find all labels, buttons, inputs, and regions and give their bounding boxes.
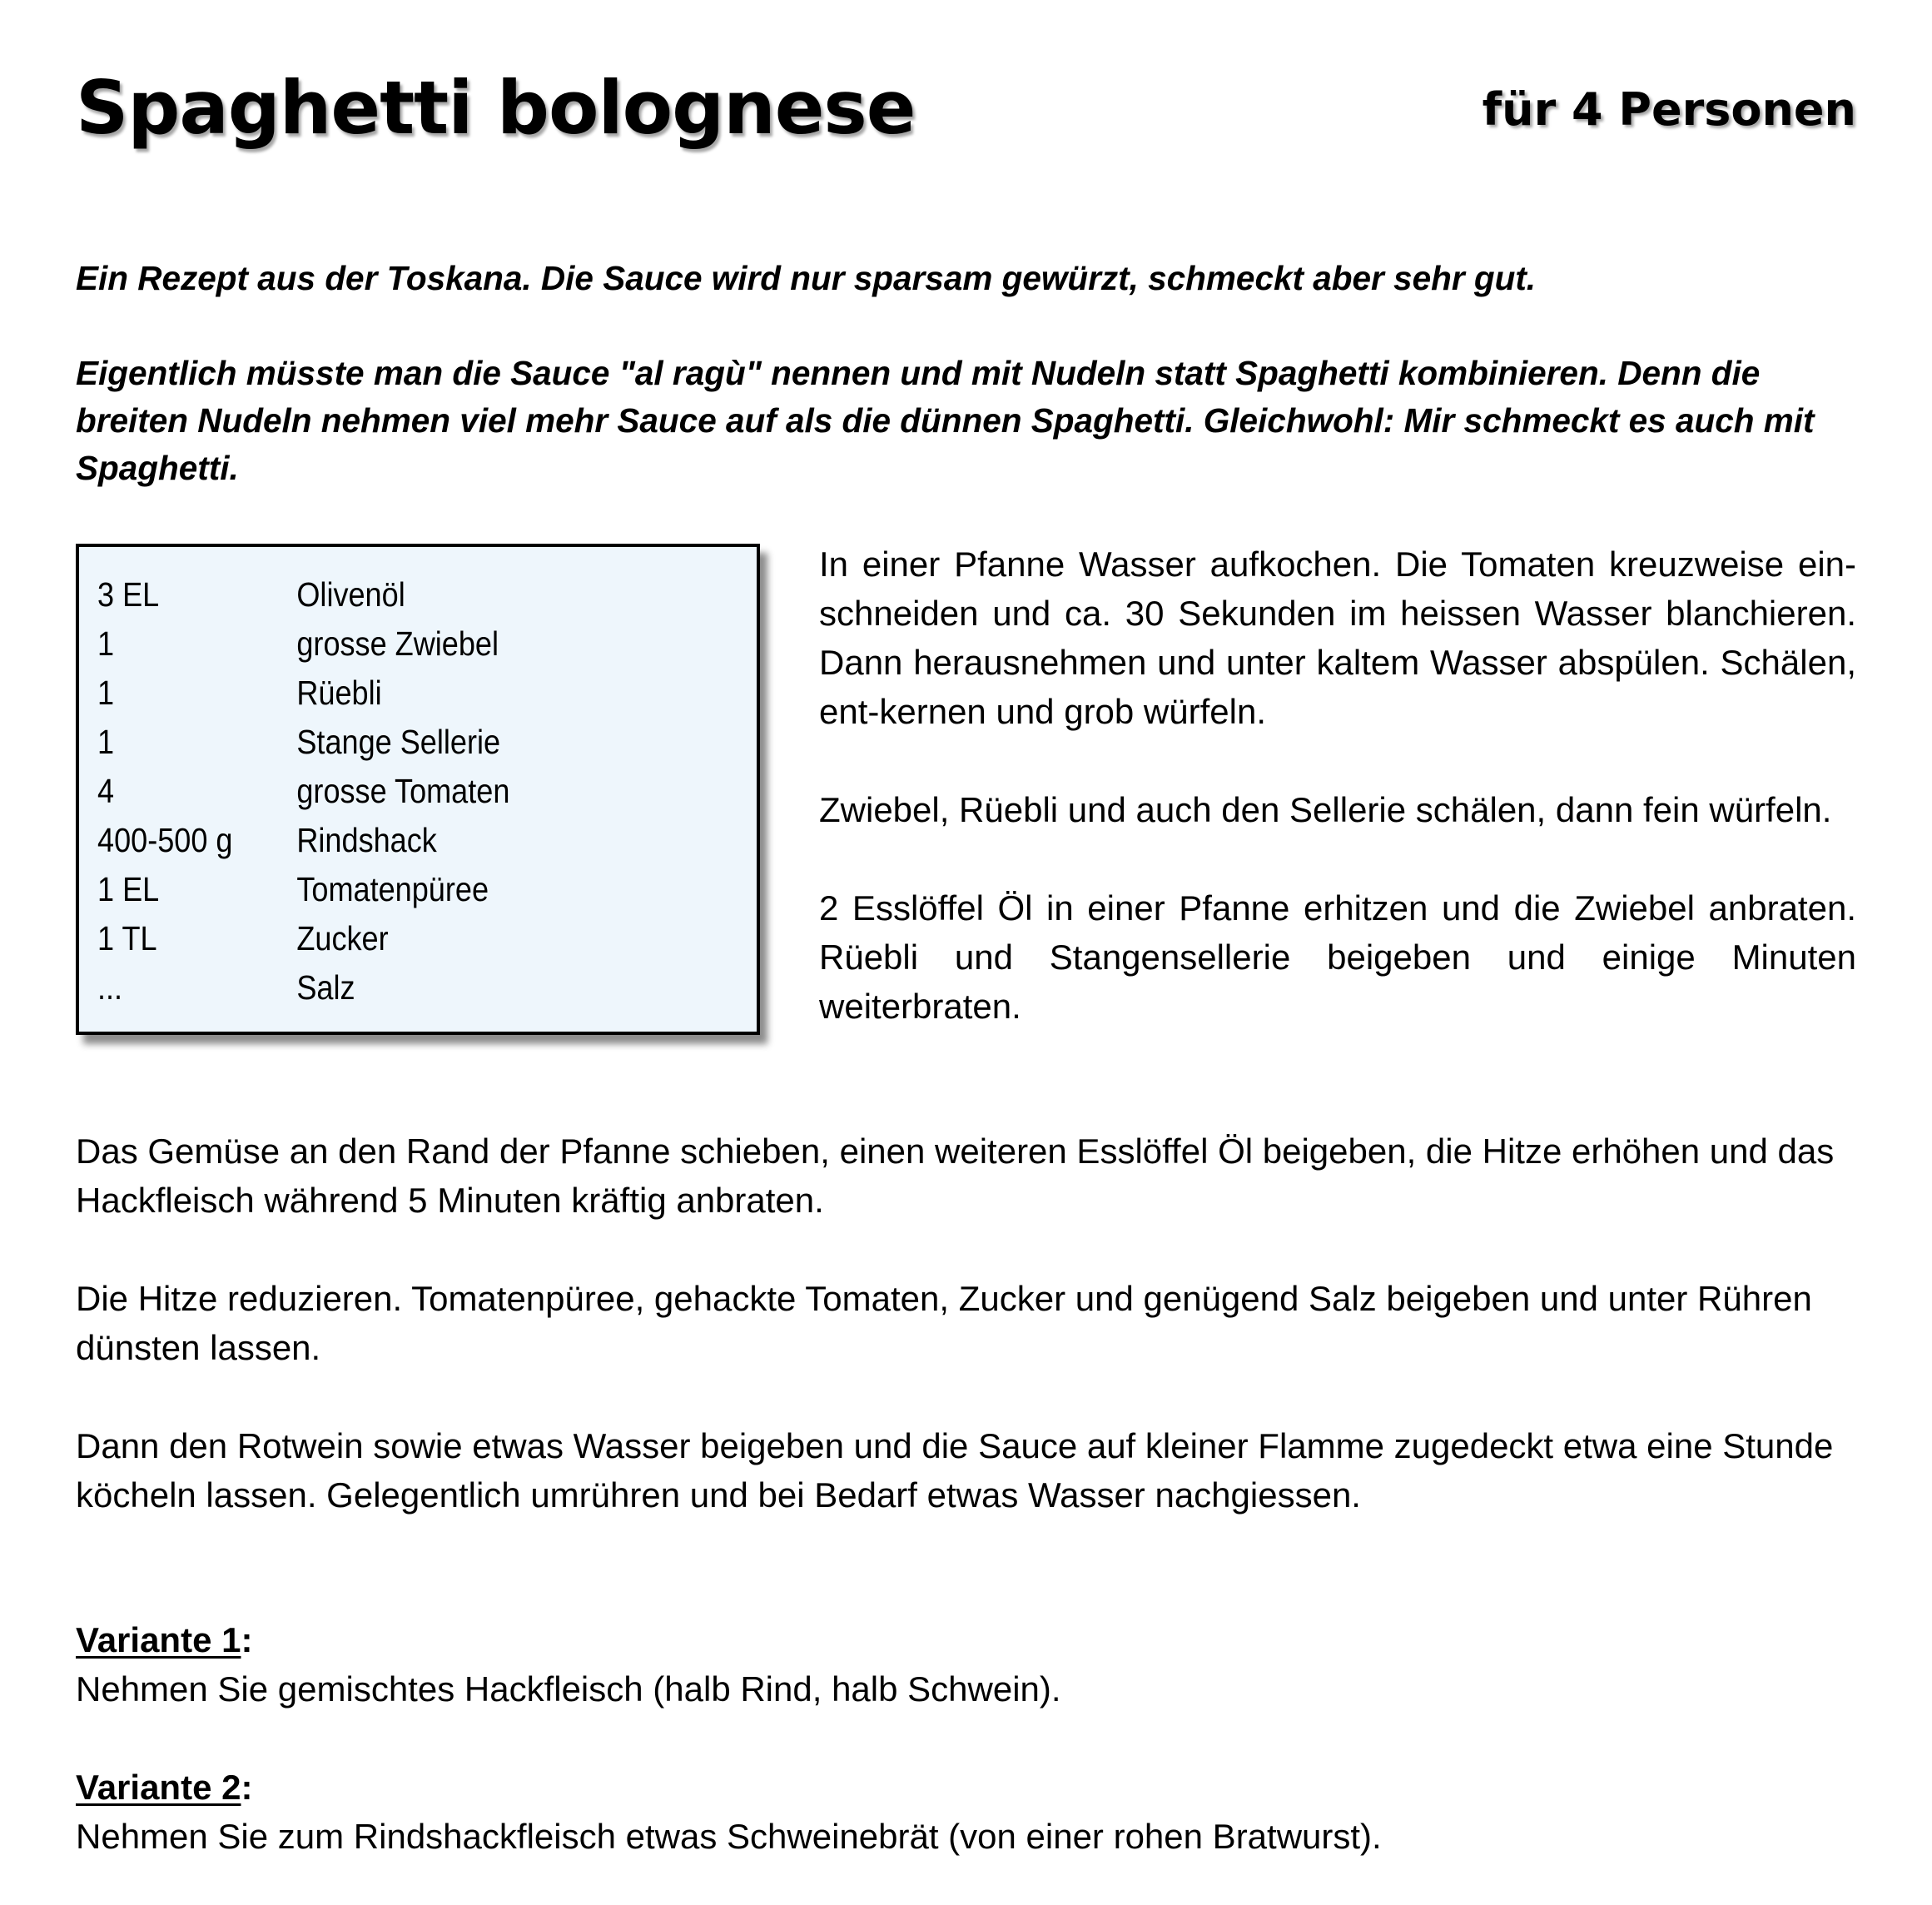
ingredient-item: grosse Zwiebel — [296, 624, 499, 663]
ingredient-qty: 1 EL — [97, 870, 160, 908]
variant-1 — [76, 1615, 1856, 1714]
ingredient-row — [97, 718, 663, 767]
ingredient-qty: 1 — [97, 624, 115, 663]
ingredient-item: Rindshack — [296, 821, 437, 859]
recipe-header — [76, 58, 1856, 158]
variant-label: Variante 2 — [76, 1768, 241, 1807]
ingredients-table — [97, 570, 663, 1012]
intro-paragraph-2: Eigentlich müsste man die Sauce "al ragù" nennen und mit Nudeln statt Spaghetti kombinieren. Denn die breiten Nudeln nehmen viel mehr Sauce auf als die dünnen Spaghetti. Gleichwohl: Mir schmeckt es auch mit Spaghetti. — [76, 354, 1815, 487]
ingredient-item: Tomatenpüree — [296, 870, 489, 908]
ingredient-row — [97, 865, 663, 914]
ingredient-row — [97, 914, 663, 963]
ingredient-item: grosse Tomaten — [296, 772, 510, 810]
variant-2 — [76, 1763, 1856, 1861]
servings-label: für 4 Personen — [1482, 83, 1856, 136]
ingredient-row — [97, 619, 663, 669]
variant-colon: : — [241, 1620, 253, 1659]
step-paragraph-2: Zwiebel, Rüebli und auch den Sellerie schälen, dann fein würfeln. — [819, 790, 1832, 829]
ingredient-qty: 4 — [97, 772, 115, 810]
ingredient-qty: 1 — [97, 723, 115, 761]
ingredient-item: Rüebli — [296, 674, 382, 712]
step-paragraph-4: Das Gemüse an den Rand der Pfanne schieben, einen weiteren Esslöffel Öl beigeben, die Hitze erhöhen und das Hackfleisch während 5 Minuten kräftig anbraten. — [76, 1132, 1835, 1220]
ingredient-qty: 1 — [97, 674, 115, 712]
ingredient-qty: 1 TL — [97, 919, 157, 957]
ingredient-item: Olivenöl — [296, 575, 405, 614]
ingredient-item: Salz — [296, 968, 355, 1007]
ingredient-qty: ... — [97, 968, 123, 1007]
ingredient-row — [97, 963, 663, 1012]
variant-text: Nehmen Sie zum Rindshackfleisch etwas Schweinebrät (von einer rohen Bratwurst). — [76, 1817, 1382, 1856]
variant-label: Variante 1 — [76, 1620, 241, 1659]
variant-text: Nehmen Sie gemischtes Hackfleisch (halb Rind, halb Schwein). — [76, 1669, 1061, 1709]
variant-heading — [76, 1763, 1856, 1812]
ingredient-row — [97, 669, 663, 718]
variant-heading — [76, 1615, 1856, 1664]
steps-full-width — [76, 1127, 1856, 1569]
ingredient-item: Stange Sellerie — [296, 723, 501, 761]
steps-column — [819, 540, 1856, 1080]
ingredients-box — [76, 544, 760, 1035]
step-paragraph-1: In einer Pfanne Wasser aufkochen. Die Tomaten kreuzweise ein-schneiden und ca. 30 Sekunden im heissen Wasser blanchieren. Dann herausnehmen und unter kaltem Wasser abspülen. Schälen, ent-kernen und grob würfeln. — [819, 545, 1856, 731]
recipe-title: Spaghetti bolognese — [76, 65, 916, 151]
ingredient-row — [97, 816, 663, 865]
ingredient-row — [97, 570, 663, 619]
intro-paragraph-1: Ein Rezept aus der Toskana. Die Sauce wird nur sparsam gewürzt, schmeckt aber sehr gut. — [76, 259, 1537, 297]
variant-colon: : — [241, 1768, 253, 1807]
ingredient-qty: 400-500 g — [97, 821, 233, 859]
ingredient-item: Zucker — [296, 919, 389, 957]
step-paragraph-3: 2 Esslöffel Öl in einer Pfanne erhitzen und die Zwiebel anbraten. Rüebli und Stangensellerie beigeben und einige Minuten weiterbraten. — [819, 888, 1856, 1026]
ingredient-row — [97, 767, 663, 816]
step-paragraph-5: Die Hitze reduzieren. Tomatenpüree, gehackte Tomaten, Zucker und genügend Salz beigeben und unter Rühren dünsten lassen. — [76, 1279, 1812, 1367]
ingredient-qty: 3 EL — [97, 575, 160, 614]
step-paragraph-6: Dann den Rotwein sowie etwas Wasser beigeben und die Sauce auf kleiner Flamme zugedeckt etwa eine Stunde köcheln lassen. Gelegentlich umrühren und bei Bedarf etwas Wasser nachgiessen. — [76, 1426, 1834, 1515]
